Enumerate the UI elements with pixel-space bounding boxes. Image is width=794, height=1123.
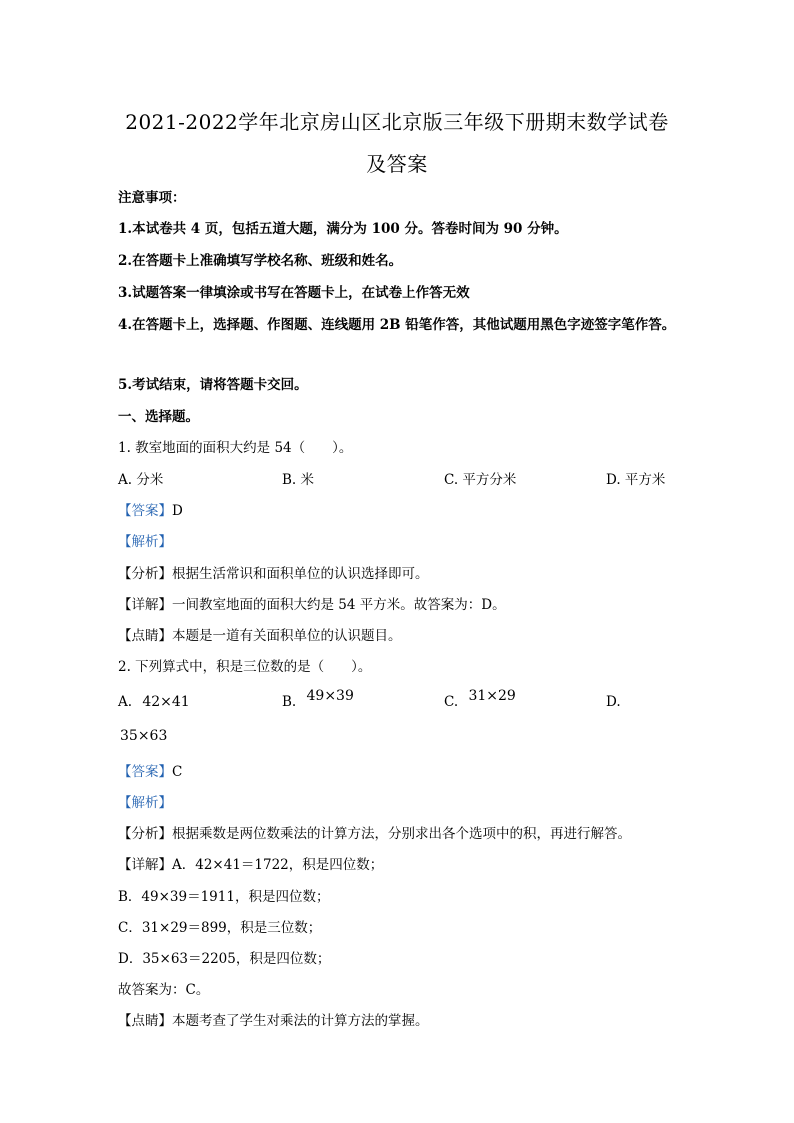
notice-item: 2.在答题卡上准确填写学校名称、班级和姓名。 bbox=[118, 253, 403, 269]
answer-value: D bbox=[172, 503, 183, 519]
detail-line bbox=[118, 853, 383, 873]
xiangjie-text: 一间教室地面的面积大约是 54 平方米。故答案为：D。 bbox=[172, 597, 506, 613]
detail-line: C．31×29＝899，积是三位数； bbox=[118, 920, 322, 936]
option-c: C. 平方分米 bbox=[444, 472, 517, 488]
option-letter: A. bbox=[118, 694, 133, 710]
answer-value: C bbox=[172, 764, 183, 780]
analysis-tag: 【解析】 bbox=[118, 534, 172, 550]
analysis-line bbox=[118, 562, 429, 582]
dianjing-text: 本题是一道有关面积单位的认识题目。 bbox=[172, 628, 402, 644]
comment-line bbox=[118, 1009, 429, 1029]
answer-tag: 【答案】 bbox=[118, 503, 172, 519]
xiangjie-tag: 【详解】 bbox=[118, 597, 172, 613]
notice-item: 1.本试卷共 4 页，包括五道大题，满分为 100 分。答卷时间为 90 分钟。 bbox=[118, 221, 568, 237]
answer-line bbox=[118, 760, 182, 780]
option-a: A. 分米 bbox=[118, 472, 164, 488]
fenxi-tag: 【分析】 bbox=[118, 566, 172, 582]
option-a bbox=[118, 694, 190, 710]
answer-line bbox=[118, 499, 183, 519]
dianjing-tag: 【点睛】 bbox=[118, 628, 172, 644]
analysis-line bbox=[118, 822, 631, 842]
option-b: B. 米 bbox=[282, 472, 315, 488]
notice-item: 4.在答题卡上，选择题、作图题、连线题用 2B 铅笔作答，其他试题用黑色字迹签字笔作答。 bbox=[118, 317, 676, 333]
detail-line: B．49×39＝1911，积是四位数； bbox=[118, 889, 330, 905]
answer-tag: 【答案】 bbox=[118, 764, 172, 780]
option-d-letter: D. bbox=[606, 694, 621, 710]
option-d: D. 平方米 bbox=[606, 472, 666, 488]
detail-line: D．35×63＝2205，积是四位数； bbox=[118, 951, 331, 967]
notice-item: 5.考试结束，请将答题卡交回。 bbox=[118, 377, 308, 393]
dianjing-tag: 【点睛】 bbox=[118, 1013, 172, 1029]
xiangjie-tag: 【详解】 bbox=[118, 857, 172, 873]
option-d-expr: 35×63 bbox=[120, 728, 168, 744]
question-stem: 2. 下列算式中，积是三位数的是（ ）。 bbox=[118, 659, 372, 675]
option-letter: C. bbox=[444, 694, 459, 710]
notice-heading: 注意事项： bbox=[118, 190, 186, 206]
fenxi-text: 根据乘数是两位数乘法的计算方法，分别求出各个选项中的积，再进行解答。 bbox=[172, 826, 631, 842]
page-title: 2021-2022学年北京房山区北京版三年级下册期末数学试卷 bbox=[125, 110, 669, 134]
dianjing-text: 本题考查了学生对乘法的计算方法的掌握。 bbox=[172, 1013, 429, 1029]
comment-line bbox=[118, 624, 402, 644]
notice-item: 3.试题答案一律填涂或书写在答题卡上，在试卷上作答无效 bbox=[118, 285, 470, 301]
option-b bbox=[282, 688, 354, 710]
option-expr: 31×29 bbox=[468, 688, 516, 704]
question-stem: 1. 教室地面的面积大约是 54（ ）。 bbox=[118, 440, 353, 456]
option-c bbox=[444, 688, 516, 710]
section-heading: 一、选择题。 bbox=[118, 409, 199, 425]
fenxi-text: 根据生活常识和面积单位的认识选择即可。 bbox=[172, 566, 429, 582]
option-letter: B. bbox=[282, 694, 297, 710]
analysis-tag: 【解析】 bbox=[118, 795, 172, 811]
option-expr: 49×39 bbox=[306, 688, 354, 704]
page-title-continued: 及答案 bbox=[366, 152, 428, 176]
detail-line bbox=[118, 593, 506, 613]
option-expr: 42×41 bbox=[142, 694, 190, 710]
xiangjie-text: A．42×41＝1722，积是四位数； bbox=[172, 857, 384, 873]
fenxi-tag: 【分析】 bbox=[118, 826, 172, 842]
conclusion-line: 故答案为：C。 bbox=[118, 982, 210, 998]
